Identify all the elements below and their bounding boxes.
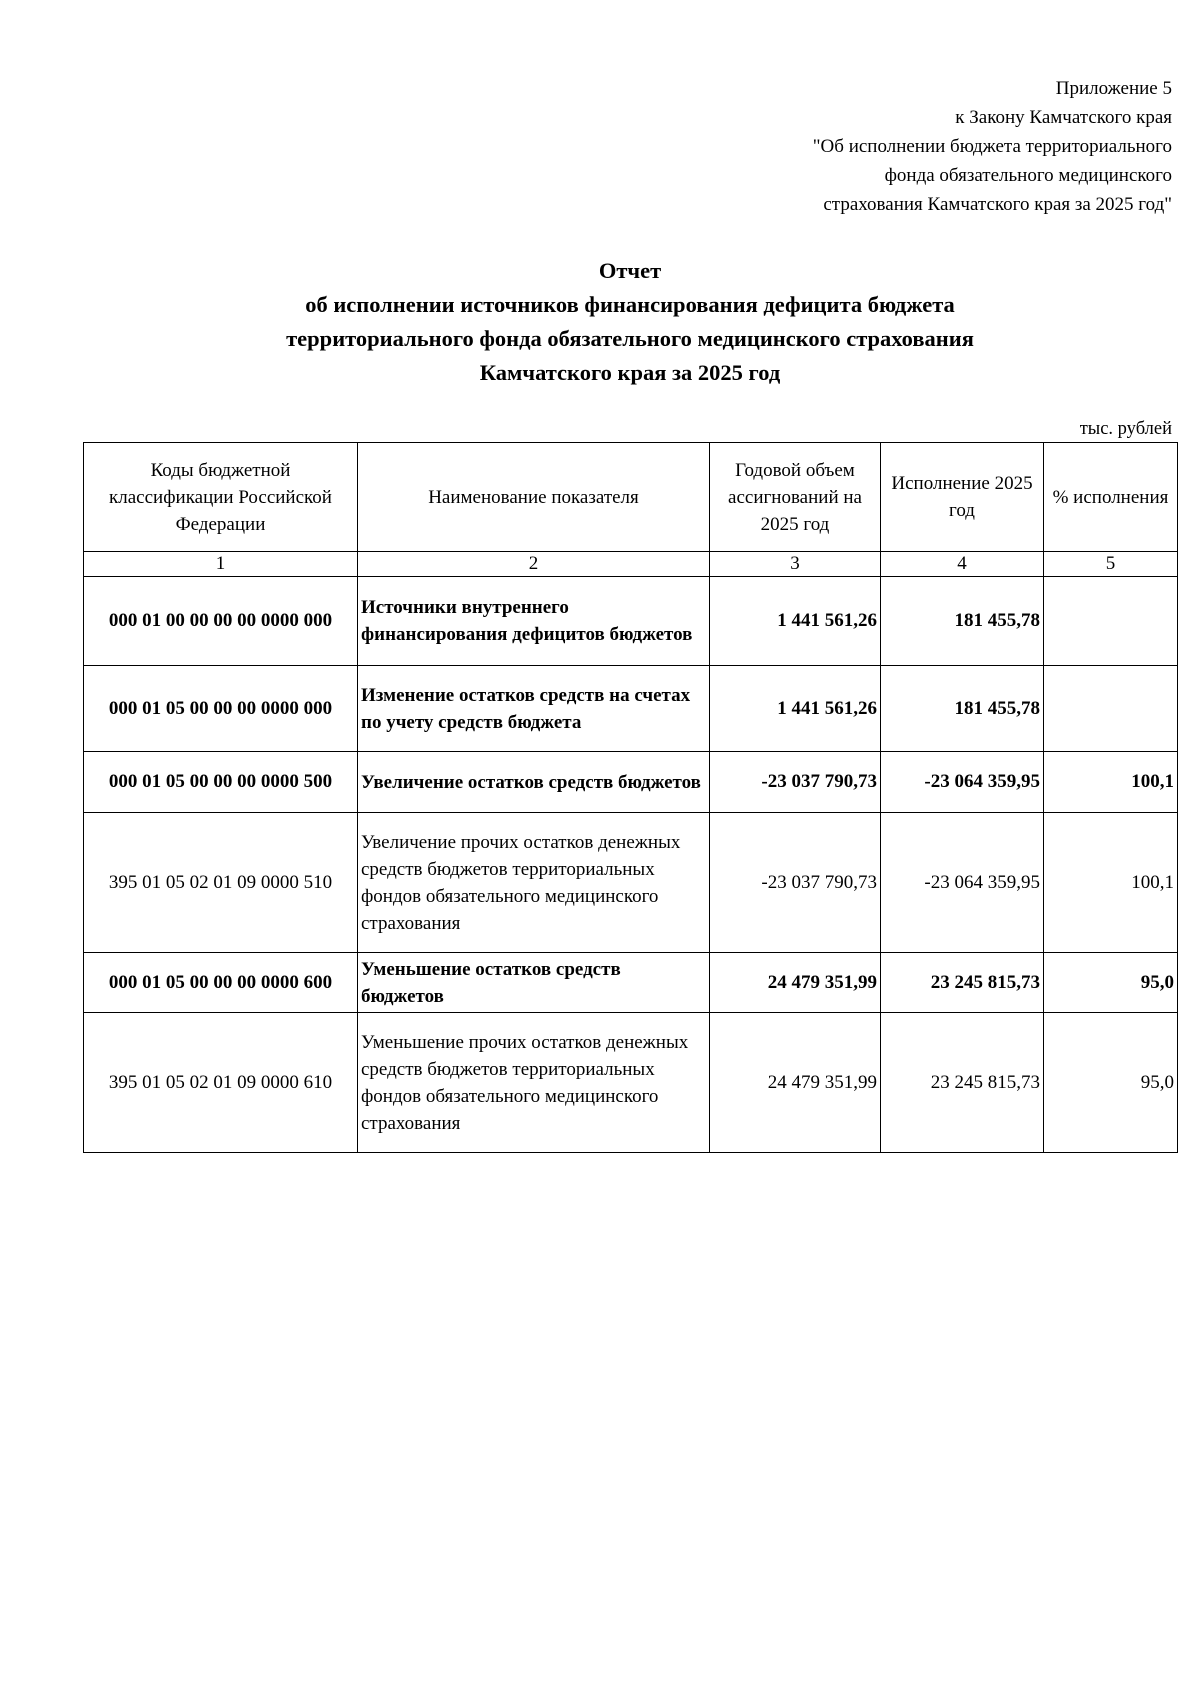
row-annual: 24 479 351,99 [710, 1013, 881, 1153]
title-line: территориального фонда обязательного медицинского страхования [286, 326, 974, 351]
row-code: 000 01 05 00 00 00 0000 600 [84, 953, 358, 1013]
table-row [84, 666, 1178, 752]
row-name: Изменение остатков средств на счетах по учету средств бюджета [358, 666, 710, 752]
table-row [84, 752, 1178, 813]
row-code: 000 01 05 00 00 00 0000 500 [84, 752, 358, 813]
row-execution: 23 245 815,73 [881, 953, 1044, 1013]
header-execution: Исполнение 2025 год [881, 443, 1044, 552]
table-row [84, 953, 1178, 1013]
title-line: Отчет [598, 258, 662, 283]
row-code: 000 01 05 00 00 00 0000 000 [84, 666, 358, 752]
row-execution: -23 064 359,95 [881, 752, 1044, 813]
appendix-line: к Закону Камчатского края [955, 107, 1172, 128]
column-number: 5 [1044, 552, 1178, 577]
row-annual: -23 037 790,73 [710, 813, 881, 953]
header-name: Наименование показателя [358, 443, 710, 552]
row-percent [1044, 666, 1178, 752]
header-row [84, 443, 1178, 552]
units-label: тыс. рублей [1079, 419, 1172, 439]
title-line: Камчатского края за 2025 год [479, 360, 781, 385]
table-row [84, 813, 1178, 953]
header-annual: Годовой объем ассигнований на 2025 год [710, 443, 881, 552]
row-code: 395 01 05 02 01 09 0000 510 [84, 813, 358, 953]
report-table [83, 442, 1178, 1153]
header-percent: % исполнения [1044, 443, 1178, 552]
row-percent: 95,0 [1044, 1013, 1178, 1153]
column-number: 4 [881, 552, 1044, 577]
report-title [83, 254, 1177, 390]
row-annual: 1 441 561,26 [710, 666, 881, 752]
appendix-line: "Об исполнении бюджета территориального [812, 136, 1172, 157]
row-annual: 24 479 351,99 [710, 953, 881, 1013]
row-name: Увеличение прочих остатков денежных средств бюджетов территориальных фондов обязательного медицинского страхования [358, 813, 710, 953]
title-line: об исполнении источников финансирования дефицита бюджета [305, 292, 955, 317]
row-name: Увеличение остатков средств бюджетов [358, 752, 710, 813]
table-row [84, 1013, 1178, 1153]
appendix-line: страхования Камчатского края за 2025 год" [823, 194, 1172, 215]
table-row [84, 577, 1178, 666]
row-percent: 95,0 [1044, 953, 1178, 1013]
row-percent: 100,1 [1044, 752, 1178, 813]
column-number: 2 [358, 552, 710, 577]
row-execution: 181 455,78 [881, 577, 1044, 666]
row-name: Источники внутреннего финансирования дефицитов бюджетов [358, 577, 710, 666]
row-name: Уменьшение прочих остатков денежных средств бюджетов территориальных фондов обязательного медицинского страхования [358, 1013, 710, 1153]
column-number: 1 [84, 552, 358, 577]
row-execution: -23 064 359,95 [881, 813, 1044, 953]
appendix-note [572, 74, 1172, 219]
row-percent: 100,1 [1044, 813, 1178, 953]
row-percent [1044, 577, 1178, 666]
row-execution: 23 245 815,73 [881, 1013, 1044, 1153]
row-execution: 181 455,78 [881, 666, 1044, 752]
appendix-line: фонда обязательного медицинского [884, 165, 1172, 186]
row-annual: 1 441 561,26 [710, 577, 881, 666]
row-annual: -23 037 790,73 [710, 752, 881, 813]
column-number-row [84, 552, 1178, 577]
row-code: 000 01 00 00 00 00 0000 000 [84, 577, 358, 666]
column-number: 3 [710, 552, 881, 577]
appendix-line: Приложение 5 [1055, 78, 1172, 99]
row-name: Уменьшение остатков средств бюджетов [358, 953, 710, 1013]
header-code: Коды бюджетной классификации Российской Федерации [84, 443, 358, 552]
row-code: 395 01 05 02 01 09 0000 610 [84, 1013, 358, 1153]
